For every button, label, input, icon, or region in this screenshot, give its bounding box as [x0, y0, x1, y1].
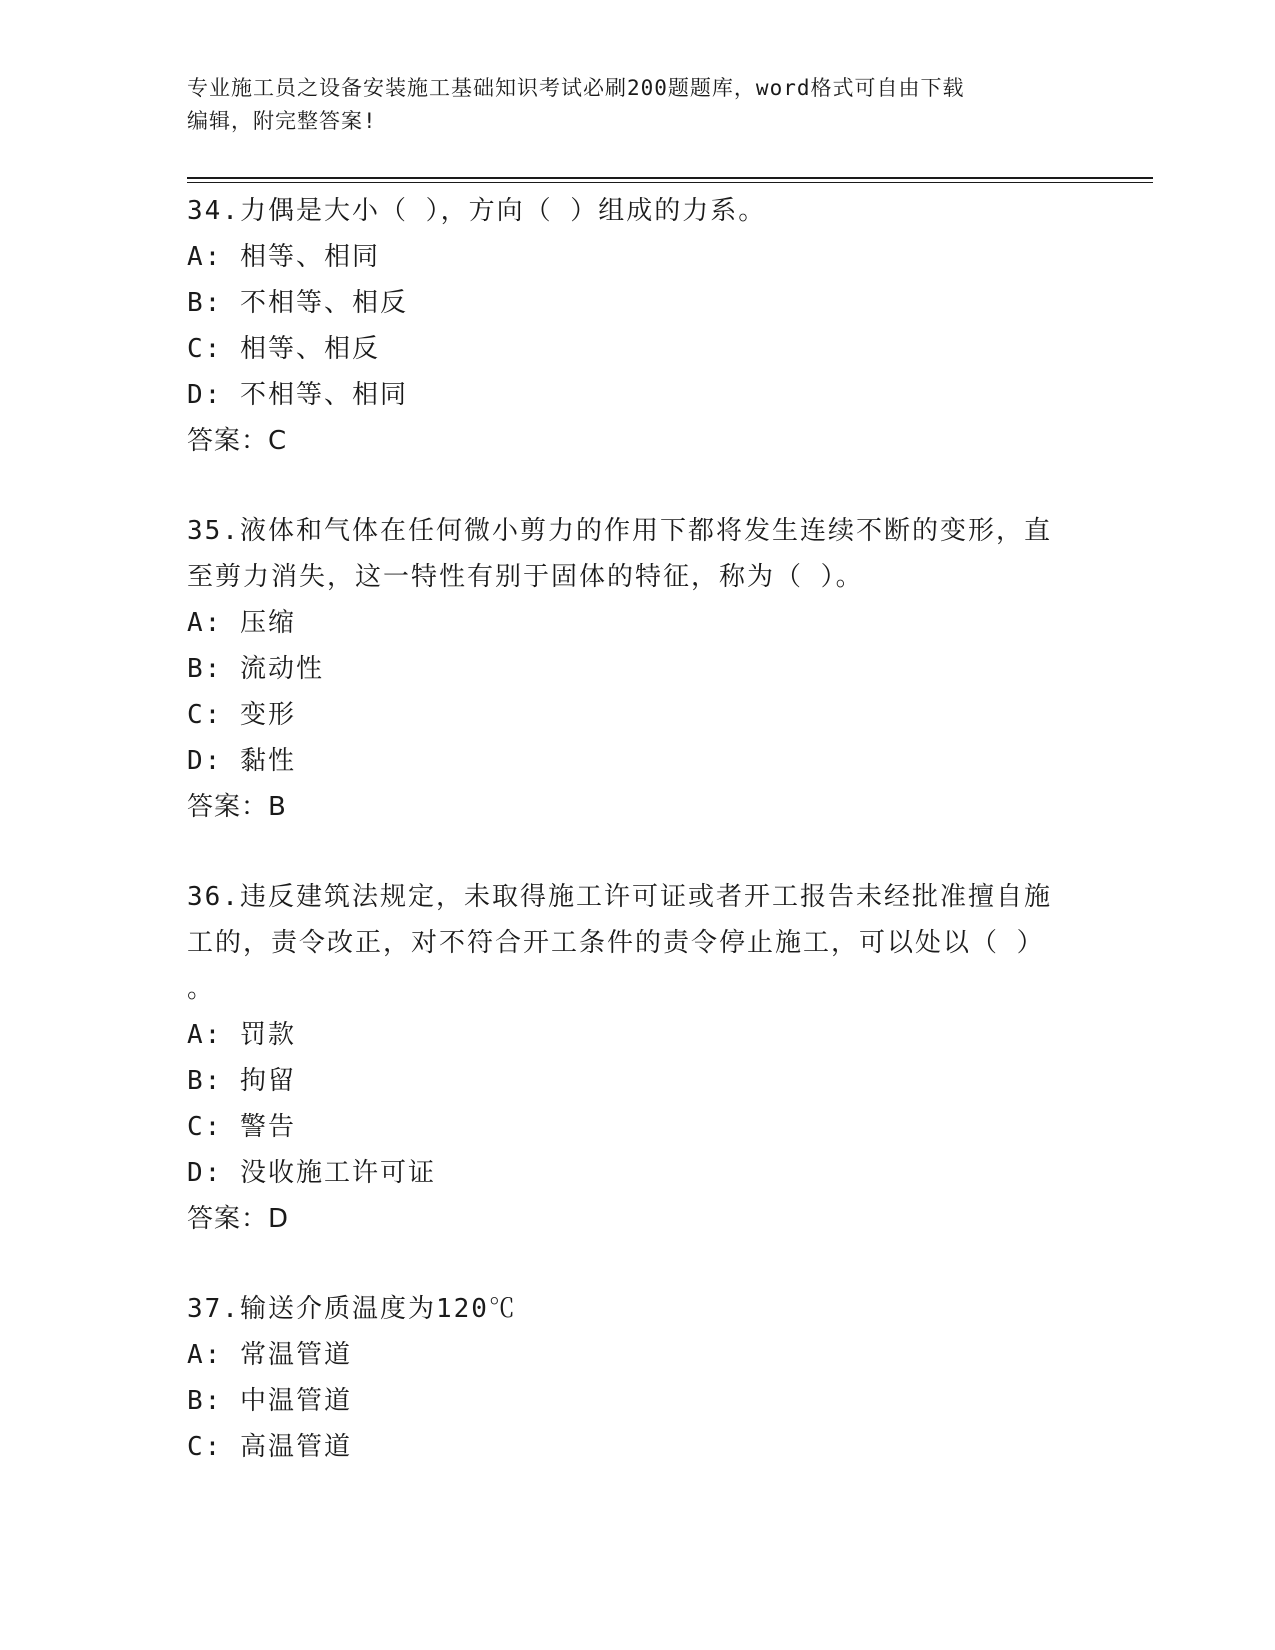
option-a: A: 压缩	[187, 608, 296, 638]
document-header	[187, 72, 1067, 138]
question-spacer	[187, 464, 1087, 508]
option-a: A: 相等、相同	[187, 242, 380, 272]
header-line-1: 专业施工员之设备安装施工基础知识考试必刷200题题库，word格式可自由下载	[187, 76, 965, 100]
option-b: B: 流动性	[187, 654, 324, 684]
option-c: C: 高温管道	[187, 1432, 352, 1462]
option-a: A: 罚款	[187, 1020, 296, 1050]
question-stem: 35.液体和气体在任何微小剪力的作用下都将发生连续不断的变形，直	[187, 516, 1052, 546]
question-list	[187, 188, 1087, 1470]
question-37	[187, 1286, 1087, 1470]
question-spacer	[187, 1242, 1087, 1286]
question-34	[187, 188, 1087, 464]
question-stem-continued: 。	[187, 974, 216, 1004]
answer-line: 答案：B	[187, 792, 287, 822]
question-35	[187, 508, 1087, 830]
answer-line: 答案：D	[187, 1204, 290, 1234]
answer-line: 答案：C	[187, 426, 288, 456]
option-c: C: 警告	[187, 1112, 296, 1142]
header-divider-thick	[187, 177, 1153, 179]
question-stem: 37.输送介质温度为120℃	[187, 1294, 517, 1324]
question-stem-continued: 工的，责令改正，对不符合开工条件的责令停止施工，可以处以（ ）	[187, 928, 1045, 958]
option-a: A: 常温管道	[187, 1340, 352, 1370]
question-stem: 34.力偶是大小（ ），方向（ ）组成的力系。	[187, 196, 767, 226]
question-stem: 36.违反建筑法规定，未取得施工许可证或者开工报告未经批准擅自施	[187, 882, 1052, 912]
question-spacer	[187, 830, 1087, 874]
option-d: D: 不相等、相同	[187, 380, 408, 410]
option-d: D: 没收施工许可证	[187, 1158, 436, 1188]
question-stem-continued: 至剪力消失，这一特性有别于固体的特征，称为（ ）。	[187, 562, 864, 592]
option-b: B: 不相等、相反	[187, 288, 408, 318]
question-36	[187, 874, 1087, 1242]
option-d: D: 黏性	[187, 746, 296, 776]
option-c: C: 变形	[187, 700, 296, 730]
option-c: C: 相等、相反	[187, 334, 380, 364]
header-divider-thin	[187, 182, 1153, 183]
option-b: B: 拘留	[187, 1066, 296, 1096]
option-b: B: 中温管道	[187, 1386, 352, 1416]
header-line-2: 编辑，附完整答案!	[187, 109, 377, 133]
